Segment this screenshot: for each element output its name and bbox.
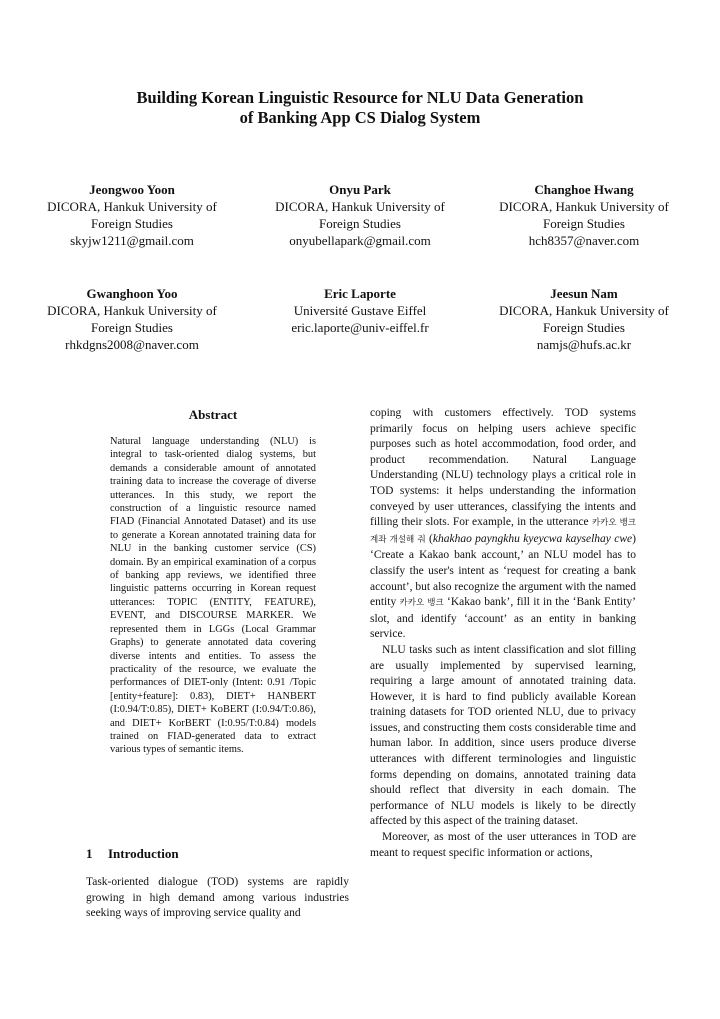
author-name: Eric Laporte <box>324 286 396 301</box>
abstract-heading: Abstract <box>188 407 238 422</box>
author-affiliation: Foreign Studies <box>319 216 401 231</box>
author-block-1 <box>27 181 237 249</box>
author-affiliation: DICORA, Hankuk University of <box>47 303 217 318</box>
text-span: ‘Kakao bank’, fill it in the ‘Bank Entity’ slot, and identify ‘account’ as an entity in banking service. <box>370 596 636 641</box>
intro-paragraph-2: NLU tasks such as intent classification and slot filling are usually implemented by supervised learning, requiring a large amount of annotated training data. However, it is hard to find publicly available Korean training datasets for TOD oriented NLU, due to privacy issues, and constructing them costs considerable time and human labor. In addition, since users produce diverse utterances with different terminologies and linguistic forms depending on domains, annotated training data should reflect that diversity in each domain. The performance of NLU models is likely to be directly affected by this aspect of the training dataset. <box>370 643 636 828</box>
author-name: Gwanghoon Yoo <box>86 286 178 301</box>
author-email: rhkdgns2008@naver.com <box>65 337 199 352</box>
author-name: Changhoe Hwang <box>534 182 634 197</box>
author-email: onyubellapark@gmail.com <box>289 233 431 248</box>
author-affiliation: Foreign Studies <box>543 320 625 335</box>
author-block-6 <box>479 285 689 353</box>
author-affiliation: Université Gustave Eiffel <box>293 303 427 318</box>
author-block-4 <box>27 285 237 353</box>
intro-paragraph-left: Task-oriented dialogue (TOD) systems are rapidly growing in high demand among various industries seeking ways of improving service quality and <box>86 876 349 919</box>
author-affiliation: Foreign Studies <box>91 320 173 335</box>
paper-title <box>60 88 660 128</box>
korean-entity: 카카오 뱅크 <box>399 598 444 609</box>
korean-example: 카카오 뱅크 계좌 개설해 줘 <box>370 518 636 545</box>
right-column <box>370 406 636 861</box>
author-affiliation: Foreign Studies <box>543 216 625 231</box>
author-block-5 <box>255 285 465 336</box>
author-name: Jeesun Nam <box>550 286 618 301</box>
author-affiliation: DICORA, Hankuk University of <box>499 199 669 214</box>
author-email: skyjw1211@gmail.com <box>70 233 194 248</box>
text-span: ( <box>425 532 433 545</box>
section-number: 1 <box>86 846 93 861</box>
author-affiliation: DICORA, Hankuk University of <box>275 199 445 214</box>
author-name: Jeongwoo Yoon <box>89 182 175 197</box>
author-affiliation: DICORA, Hankuk University of <box>47 199 217 214</box>
author-email: namjs@hufs.ac.kr <box>536 337 632 352</box>
author-block-2 <box>255 181 465 249</box>
intro-paragraph-3: Moreover, as most of the user utterances in TOD are meant to request specific information or actions, <box>370 831 636 859</box>
text-span: ) ‘Create a Kakao bank account,’ an NLU model has to classify the user's intent as ‘request for creating a bank account’, but also recognize the argument with the named entity <box>370 532 636 609</box>
text-span: coping with customers effectively. TOD systems primarily focus on helping users achieve specific purposes such as hotel accommodation, food order, and product recommendation. Natural Language Understanding (NLU) technology plays a critical role in TOD systems: it helps understanding the information conveyed by user utterances, classifying the intents and filling their slots. For example, in the utterance <box>370 407 636 529</box>
author-name: Onyu Park <box>329 182 391 197</box>
author-affiliation: DICORA, Hankuk University of <box>499 303 669 318</box>
title-line-1: Building Korean Linguistic Resource for NLU Data Generation <box>136 88 584 107</box>
title-line-2: of Banking App CS Dialog System <box>239 108 481 127</box>
section-heading <box>86 846 179 862</box>
intro-paragraph-1 <box>370 406 636 643</box>
section-title: Introduction <box>108 846 179 861</box>
romanization: khakhao payngkhu kyeycwa kayselhay cwe <box>432 532 633 545</box>
abstract-text: Natural language understanding (NLU) is integral to task-oriented dialog systems, but demands a considerable amount of annotated training data to increase the coverage of diverse utterances. In this study, we report the construction of a linguistic resource named FIAD (Financial Annotated Dataset) and its use to generate a Korean annotated training data for NLU in the banking customer service (CS) domain. By an empirical examination of a corpus of banking app reviews, we identified three linguistic patterns occurring in Korean request utterances: TOPIC (ENTITY, FEATURE), EVENT, and DISCOURSE MARKER. We represented them in LGGs (Local Grammar Graphs) to generate annotated data covering diverse intents and entities. To assess the practicality of the resource, we evaluate the performances of DIET-only (Intent: 0.91 /Topic [entity+feature]: 0.83), DIET+ HANBERT (I:0.94/T:0.85), DIET+ KoBERT (I:0.94/T:0.86), and DIET+ KorBERT (I:0.95/T:0.84) models trained on FIAD-generated data to extract various types of semantic items. <box>110 436 316 756</box>
author-email: hch8357@naver.com <box>528 233 640 248</box>
author-affiliation: Foreign Studies <box>91 216 173 231</box>
author-block-3 <box>479 181 689 249</box>
author-email: eric.laporte@univ-eiffel.fr <box>291 320 429 335</box>
